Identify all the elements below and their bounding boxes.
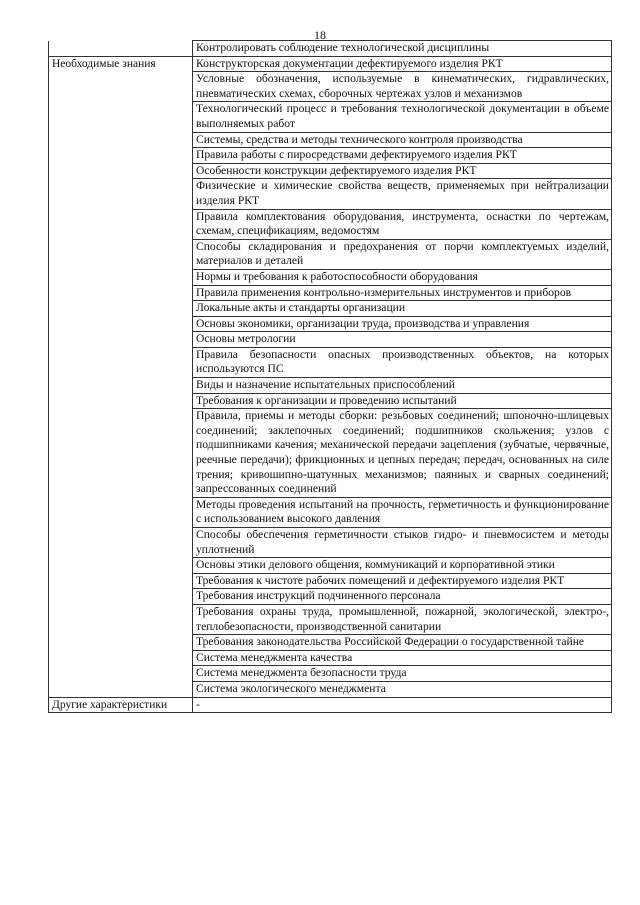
row-text-cell: Локальные акты и стандарты организации [193,301,612,317]
row-category-cell [49,41,193,57]
row-category-cell [49,666,193,682]
row-category-cell [49,393,193,409]
table-row [49,393,612,409]
row-text-cell: Требования инструкций подчиненного персонала [193,589,612,605]
row-category-cell [49,148,193,164]
table-row [49,301,612,317]
table-row [49,163,612,179]
row-category-cell [49,301,193,317]
table-row [49,604,612,634]
row-category-cell [49,378,193,394]
row-text-cell: Правила работы с пиросредствами дефектируемого изделия РКТ [193,148,612,164]
table-row [49,697,612,713]
row-text-cell: Особенности конструкции дефектируемого изделия РКТ [193,163,612,179]
row-text-cell: Способы складирования и предохранения от порчи комплектуемых изделий, материалов и деталей [193,239,612,269]
row-text-cell: Конструкторская документации дефектируемого изделия РКТ [193,56,612,72]
row-category-cell [49,635,193,651]
table-row [49,179,612,209]
row-text-cell: Основы экономики, организации труда, производства и управления [193,316,612,332]
row-category-cell [49,239,193,269]
table-row [49,573,612,589]
page-number: 18 [314,28,326,42]
table-row [49,41,612,57]
table-row [49,650,612,666]
row-text-cell: Требования законодательства Российской Федерации о государственной тайне [193,635,612,651]
row-category-cell [49,573,193,589]
table-row [49,209,612,239]
row-text-cell: Условные обозначения, используемые в кинематических, гидравлических, пневматических схемах, сборочных чертежах узлов и механизмов [193,72,612,102]
table-row [49,102,612,132]
row-text-cell: Основы этики делового общения, коммуникаций и корпоративной этики [193,558,612,574]
table-row [49,681,612,697]
table-row [49,148,612,164]
row-text-cell: Правила безопасности опасных производственных объектов, на которых используются ПС [193,347,612,377]
row-text-cell: Требования к организации и проведению испытаний [193,393,612,409]
row-text-cell: Технологический процесс и требования технологической документации в объеме выполняемых работ [193,102,612,132]
table-row [49,497,612,527]
row-text-cell: - [193,697,612,713]
row-category-cell [49,409,193,498]
row-category-cell: Другие характеристики [49,697,193,713]
row-category-cell [49,497,193,527]
row-text-cell: Правила, приемы и методы сборки: резьбовых соединений; шпоночно-шлицевых соединений; заклепочных соединений; подшипников скольжения; узлов с подшипниками качения; механической передачи зацепления (зубчатые, червячные, реечные передачи); фрикционных и цепных передач; передач, основанных на силе трения; кривошипно-шатунных механизмов; паянных и сварных соединений; запрессованных соединений [193,409,612,498]
row-category-cell [49,347,193,377]
row-text-cell: Физические и химические свойства веществ, применяемых при нейтрализации изделия РКТ [193,179,612,209]
table-row [49,132,612,148]
row-text-cell: Нормы и требования к работоспособности оборудования [193,269,612,285]
row-category-cell [49,179,193,209]
table-row [49,409,612,498]
row-category-cell [49,681,193,697]
table-row [49,316,612,332]
row-text-cell: Требования к чистоте рабочих помещений и дефектируемого изделия РКТ [193,573,612,589]
row-category-cell [49,285,193,301]
row-text-cell: Правила применения контрольно-измерительных инструментов и приборов [193,285,612,301]
knowledge-table [48,40,612,713]
table-row [49,528,612,558]
row-category-cell [49,332,193,348]
row-category-cell [49,528,193,558]
table-body [49,41,612,713]
row-text-cell: Система экологического менеджмента [193,681,612,697]
row-category-cell [49,650,193,666]
table-row [49,589,612,605]
table-row [49,558,612,574]
table-row [49,378,612,394]
row-category-cell [49,558,193,574]
row-category-cell [49,163,193,179]
row-category-cell [49,604,193,634]
row-category-cell: Необходимые знания [49,56,193,72]
row-text-cell: Методы проведения испытаний на прочность, герметичность и функционирование с использованием высокого давления [193,497,612,527]
table-row [49,666,612,682]
table-row [49,347,612,377]
row-text-cell: Контролировать соблюдение технологической дисциплины [193,41,612,57]
row-category-cell [49,102,193,132]
row-text-cell: Виды и назначение испытательных приспособлений [193,378,612,394]
row-text-cell: Правила комплектования оборудования, инструмента, оснастки по чертежам, схемам, спецификациям, ведомостям [193,209,612,239]
table-row [49,635,612,651]
table-row [49,56,612,72]
table-row [49,239,612,269]
row-text-cell: Требования охраны труда, промышленной, пожарной, экологической, электро-, теплобезопасности, производственной санитарии [193,604,612,634]
row-text-cell: Система менеджмента качества [193,650,612,666]
row-category-cell [49,269,193,285]
row-category-cell [49,316,193,332]
row-text-cell: Основы метрологии [193,332,612,348]
table-row [49,332,612,348]
row-text-cell: Способы обеспечения герметичности стыков гидро- и пневмосистем и методы уплотнений [193,528,612,558]
row-category-cell [49,589,193,605]
table-row [49,285,612,301]
row-text-cell: Система менеджмента безопасности труда [193,666,612,682]
table-row [49,269,612,285]
row-text-cell: Системы, средства и методы технического контроля производства [193,132,612,148]
row-category-cell [49,72,193,102]
table-row [49,72,612,102]
row-category-cell [49,132,193,148]
row-category-cell [49,209,193,239]
